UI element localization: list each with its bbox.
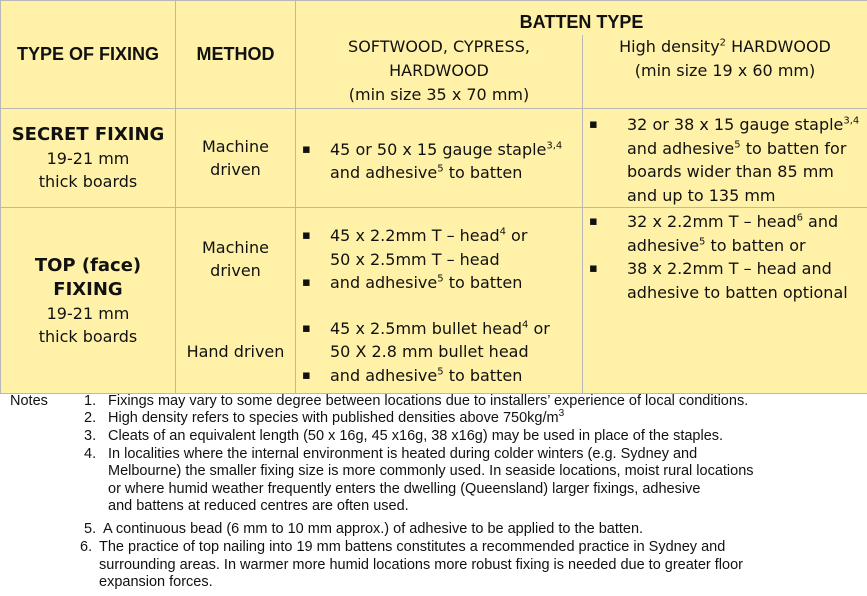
- list-item: ▪ 45 or 50 x 15 gauge staple$^{3,4}$: [296, 138, 582, 162]
- header-type-of-fixing: [1, 1, 176, 109]
- top-machine-method-cell: [176, 208, 296, 311]
- list-item: ▪ 45 x 2.2mm T – head$^4$ or: [296, 224, 582, 248]
- list-item: 50 X 2.8 mm bullet head: [330, 342, 529, 361]
- header-batten-type: [296, 1, 867, 35]
- list-item: ▪ 32 or 38 x 15 gauge staple$^{3,4}$: [583, 113, 867, 137]
- header-high-density-line1: High density$^2$ HARDWOOD: [619, 36, 831, 56]
- note-2-number: 2.: [84, 410, 97, 426]
- top-fixing-cell: [1, 208, 176, 394]
- secret-high-density-list: [583, 113, 867, 207]
- top-hand-label: Hand driven: [186, 342, 285, 362]
- secret-method-cell: [176, 109, 296, 208]
- list-item: adhesive to batten optional: [627, 282, 848, 302]
- note-4-line3: or where humid weather frequently enters the dwelling (Queensland) larger fixings, adhesive: [108, 481, 701, 497]
- list-item: boards wider than 85 mm: [627, 162, 834, 181]
- note-1-text: Fixings may vary to some degree between locations due to installers’ experience of local conditions.: [108, 393, 749, 409]
- top-machine-line1: Machine: [202, 238, 269, 258]
- note-6-number: 6.: [80, 539, 93, 555]
- secret-fixing-cell: [1, 109, 176, 208]
- list-item: and up to 135 mm: [627, 185, 776, 205]
- header-method: [176, 1, 296, 109]
- secret-softwood-list: [296, 138, 582, 185]
- secret-method-line2: driven: [210, 160, 261, 179]
- header-softwood: [296, 35, 583, 109]
- top-machine-line2: driven: [210, 261, 261, 281]
- top-fixing-title1: TOP (face): [34, 254, 142, 276]
- secret-fixing-title: SECRET FIXING: [11, 124, 165, 145]
- header-method-label: METHOD: [196, 44, 275, 64]
- note-4-line1: In localities where the internal environment is heated during colder winters (e.g. Sydney and: [108, 446, 698, 462]
- note-6-line2: surrounding areas. In warmer more humid locations more robust fixing is needed due to greater floor: [99, 557, 743, 573]
- list-item: and adhesive$^5$ to batten for: [627, 138, 847, 158]
- notes-section: [0, 393, 867, 596]
- note-5-number: 5.: [84, 521, 97, 537]
- list-item: ▪ 45 x 2.5mm bullet head$^4$ or: [296, 317, 582, 341]
- secret-method-line1: Machine: [202, 137, 269, 156]
- note-3-number: 3.: [84, 428, 97, 444]
- top-high-density-list: [583, 210, 867, 304]
- header-softwood-line3: (min size 35 x 70 mm): [348, 84, 530, 104]
- list-item: ▪ 32 x 2.2mm T – head$^6$ and: [583, 210, 867, 234]
- list-item: 50 x 2.5mm T – head: [330, 249, 500, 269]
- top-machine-softwood-list: [296, 224, 582, 295]
- note-6-line1: The practice of top nailing into 19 mm battens constitutes a recommended practice in Sydney and: [99, 539, 726, 555]
- note-4-line4: and battens at reduced centres are often used.: [108, 498, 409, 514]
- secret-fixing-boards: thick boards: [38, 172, 138, 191]
- list-item: ▪ 38 x 2.2mm T – head and: [583, 257, 867, 281]
- top-hand-softwood-cell: [296, 311, 583, 394]
- note-2-text: High density refers to species with published densities above $750kg/m^3$: [108, 408, 565, 426]
- top-high-density-cell: [583, 208, 867, 394]
- list-item: adhesive$^5$ to batten or: [627, 235, 806, 255]
- notes-label: Notes: [10, 393, 48, 409]
- top-fixing-title2: FIXING: [53, 278, 123, 300]
- note-4-number: 4.: [84, 446, 97, 462]
- note-4-line2: Melbourne) the smaller fixing size is more commonly used. In seaside locations, moist rural locations: [108, 463, 754, 479]
- top-hand-softwood-list: [296, 317, 582, 388]
- list-item: ▪ and adhesive$^5$ to batten: [296, 364, 582, 388]
- top-fixing-boards: thick boards: [38, 326, 138, 346]
- top-hand-method-cell: [176, 311, 296, 394]
- note-3-text: Cleats of an equivalent length (50 x 16g, 45 x16g, 38 x16g) may be used in place of the staples.: [108, 428, 724, 444]
- header-batten-type-label: BATTEN TYPE: [519, 11, 644, 32]
- secret-high-density-cell: [583, 109, 867, 208]
- note-1-number: 1.: [84, 393, 97, 409]
- secret-fixing-size: 19-21 mm: [46, 149, 130, 168]
- header-type-of-fixing-label: TYPE OF FIXING: [16, 44, 159, 64]
- note-6-line3: expansion forces.: [99, 574, 213, 590]
- list-item: and adhesive$^5$ to batten: [330, 163, 523, 182]
- top-machine-softwood-cell: [296, 208, 583, 311]
- top-fixing-size: 19-21 mm: [46, 303, 130, 323]
- header-high-density-line2: (min size 19 x 60 mm): [634, 60, 816, 80]
- note-5-text: A continuous bead (6 mm to 10 mm approx.) of adhesive to be applied to the batten.: [103, 521, 644, 537]
- secret-softwood-cell: [296, 109, 583, 208]
- list-item: ▪ and adhesive$^5$ to batten: [296, 271, 582, 295]
- header-softwood-line2: HARDWOOD: [389, 60, 489, 80]
- header-softwood-line1: SOFTWOOD, CYPRESS,: [348, 36, 530, 56]
- header-high-density: [583, 35, 867, 109]
